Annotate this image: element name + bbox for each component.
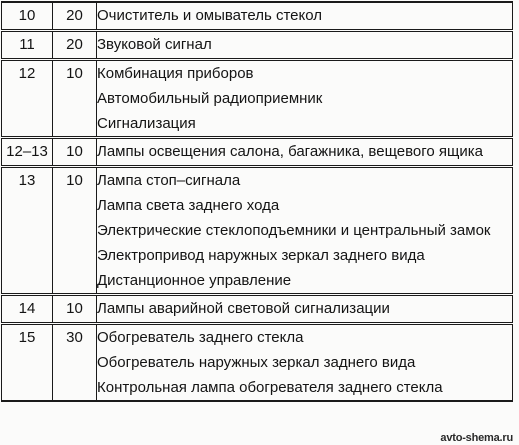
amperage-value: 20 bbox=[53, 2, 97, 31]
protected-circuits bbox=[97, 295, 513, 324]
watermark-text: avto-shema.ru bbox=[440, 432, 513, 444]
circuit-item: Очиститель и омыватель стекол bbox=[97, 7, 323, 24]
circuit-item: Комбинация приборов bbox=[97, 65, 254, 82]
table-row bbox=[2, 2, 513, 31]
amperage-value: 10 bbox=[53, 295, 97, 324]
fuse-number: 12 bbox=[2, 60, 53, 138]
amperage-value: 10 bbox=[53, 138, 97, 167]
fuse-table bbox=[1, 1, 513, 402]
amperage-value: 10 bbox=[53, 60, 97, 138]
circuit-item: Контрольная лампа обогревателя заднего стекла bbox=[97, 379, 443, 396]
fuse-number: 12–13 bbox=[2, 138, 53, 167]
fuse-table-body bbox=[2, 2, 513, 401]
circuit-item: Обогреватель заднего стекла bbox=[97, 329, 304, 346]
table-row bbox=[2, 167, 513, 295]
fuse-number: 10 bbox=[2, 2, 53, 31]
circuit-item: Обогреватель наружных зеркал заднего вида bbox=[97, 354, 416, 371]
fuse-number: 13 bbox=[2, 167, 53, 295]
amperage-value: 20 bbox=[53, 31, 97, 60]
protected-circuits bbox=[97, 2, 513, 31]
circuit-item: Звуковой сигнал bbox=[97, 36, 212, 53]
circuit-item: Лампа стоп–сигнала bbox=[97, 172, 241, 189]
circuit-item: Электропривод наружных зеркал заднего вида bbox=[97, 247, 425, 264]
circuit-item: Сигнализация bbox=[97, 115, 196, 132]
amperage-value: 10 bbox=[53, 167, 97, 295]
table-row bbox=[2, 138, 513, 167]
protected-circuits bbox=[97, 324, 513, 402]
circuit-item: Автомобильный радиоприемник bbox=[97, 90, 323, 107]
circuit-item: Дистанционное управление bbox=[97, 272, 292, 289]
amperage-value: 30 bbox=[53, 324, 97, 402]
circuit-item: Лампы аварийной световой сигнализации bbox=[97, 300, 390, 317]
protected-circuits bbox=[97, 60, 513, 138]
circuit-item: Лампа света заднего хода bbox=[97, 197, 280, 214]
protected-circuits bbox=[97, 138, 513, 167]
fuse-number: 15 bbox=[2, 324, 53, 402]
table-row bbox=[2, 31, 513, 60]
fuse-number: 11 bbox=[2, 31, 53, 60]
circuit-item: Лампы освещения салона, багажника, вещевого ящика bbox=[97, 143, 483, 160]
table-row bbox=[2, 60, 513, 138]
circuit-item: Электрические стеклоподъемники и центральный замок bbox=[97, 222, 491, 239]
table-row bbox=[2, 324, 513, 402]
fuse-number: 14 bbox=[2, 295, 53, 324]
protected-circuits bbox=[97, 167, 513, 295]
table-row bbox=[2, 295, 513, 324]
protected-circuits bbox=[97, 31, 513, 60]
